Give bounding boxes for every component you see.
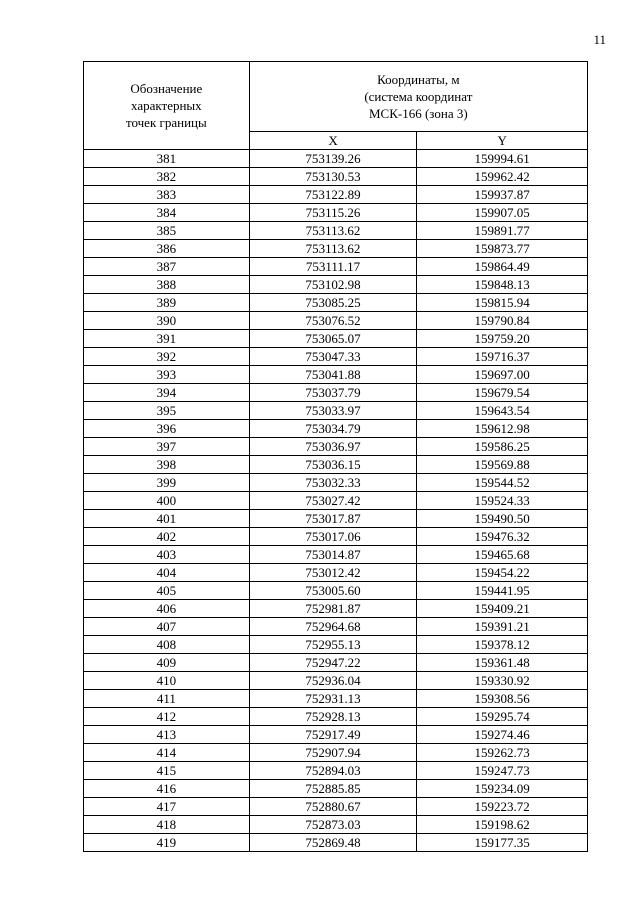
y-coordinate-cell: 159441.95 [417, 582, 588, 600]
table-row [84, 456, 588, 474]
table-row [84, 204, 588, 222]
point-number-cell: 410 [84, 672, 250, 690]
point-number-cell: 396 [84, 420, 250, 438]
x-coordinate-cell: 753036.15 [249, 456, 417, 474]
y-coordinate-cell: 159697.00 [417, 366, 588, 384]
y-coordinate-cell: 159864.49 [417, 258, 588, 276]
point-number-cell: 405 [84, 582, 250, 600]
point-number-cell: 404 [84, 564, 250, 582]
y-coordinate-cell: 159391.21 [417, 618, 588, 636]
table-row [84, 420, 588, 438]
y-coordinate-cell: 159643.54 [417, 402, 588, 420]
x-coordinate-cell: 752936.04 [249, 672, 417, 690]
point-number-cell: 397 [84, 438, 250, 456]
x-coordinate-cell: 753139.26 [249, 150, 417, 168]
point-number-cell: 387 [84, 258, 250, 276]
x-coordinate-cell: 753047.33 [249, 348, 417, 366]
y-coordinate-cell: 159476.32 [417, 528, 588, 546]
y-coordinate-cell: 159198.62 [417, 816, 588, 834]
header-point-line: точек границы [125, 115, 207, 130]
point-number-cell: 393 [84, 366, 250, 384]
table-row [84, 618, 588, 636]
x-coordinate-cell: 752964.68 [249, 618, 417, 636]
table-row [84, 654, 588, 672]
y-coordinate-cell: 159465.68 [417, 546, 588, 564]
x-coordinate-cell: 752947.22 [249, 654, 417, 672]
point-number-cell: 395 [84, 402, 250, 420]
table-row [84, 150, 588, 168]
x-coordinate-cell: 753085.25 [249, 294, 417, 312]
y-coordinate-cell: 159586.25 [417, 438, 588, 456]
y-coordinate-cell: 159994.61 [417, 150, 588, 168]
y-coordinate-cell: 159815.94 [417, 294, 588, 312]
y-coordinate-cell: 159848.13 [417, 276, 588, 294]
point-number-cell: 419 [84, 834, 250, 852]
point-number-cell: 402 [84, 528, 250, 546]
point-number-cell: 415 [84, 762, 250, 780]
point-number-cell: 413 [84, 726, 250, 744]
y-coordinate-cell: 159873.77 [417, 240, 588, 258]
x-coordinate-cell: 752880.67 [249, 798, 417, 816]
y-coordinate-cell: 159223.72 [417, 798, 588, 816]
table-body [84, 150, 588, 852]
header-coordinates [249, 62, 587, 132]
point-number-cell: 394 [84, 384, 250, 402]
x-coordinate-cell: 752907.94 [249, 744, 417, 762]
x-coordinate-cell: 753037.79 [249, 384, 417, 402]
x-coordinate-cell: 753111.17 [249, 258, 417, 276]
point-number-cell: 400 [84, 492, 250, 510]
point-number-cell: 411 [84, 690, 250, 708]
table-row [84, 762, 588, 780]
y-coordinate-cell: 159308.56 [417, 690, 588, 708]
x-coordinate-cell: 753014.87 [249, 546, 417, 564]
header-coords-line: МСК-166 (зона 3) [369, 105, 468, 121]
x-coordinate-cell: 753113.62 [249, 222, 417, 240]
point-number-cell: 381 [84, 150, 250, 168]
table-header [84, 62, 588, 150]
y-coordinate-cell: 159891.77 [417, 222, 588, 240]
table-row [84, 384, 588, 402]
y-coordinate-cell: 159907.05 [417, 204, 588, 222]
x-coordinate-cell: 752917.49 [249, 726, 417, 744]
point-number-cell: 401 [84, 510, 250, 528]
table-row [84, 222, 588, 240]
table-row [84, 834, 588, 852]
table-row [84, 546, 588, 564]
point-number-cell: 382 [84, 168, 250, 186]
x-coordinate-cell: 753115.26 [249, 204, 417, 222]
point-number-cell: 391 [84, 330, 250, 348]
point-number-cell: 390 [84, 312, 250, 330]
point-number-cell: 383 [84, 186, 250, 204]
table-row [84, 672, 588, 690]
x-coordinate-cell: 753122.89 [249, 186, 417, 204]
point-number-cell: 418 [84, 816, 250, 834]
table-row [84, 312, 588, 330]
x-coordinate-cell: 752894.03 [249, 762, 417, 780]
y-coordinate-cell: 159262.73 [417, 744, 588, 762]
table-row [84, 690, 588, 708]
table-row [84, 600, 588, 618]
table-row [84, 726, 588, 744]
table-row [84, 816, 588, 834]
table-row [84, 780, 588, 798]
table-row [84, 348, 588, 366]
point-number-cell: 408 [84, 636, 250, 654]
point-number-cell: 399 [84, 474, 250, 492]
point-number-cell: 388 [84, 276, 250, 294]
table-row [84, 564, 588, 582]
point-number-cell: 409 [84, 654, 250, 672]
header-coords-line: Координаты, м [377, 71, 460, 87]
table-row [84, 330, 588, 348]
x-coordinate-cell: 753130.53 [249, 168, 417, 186]
x-coordinate-cell: 753017.87 [249, 510, 417, 528]
y-coordinate-cell: 159378.12 [417, 636, 588, 654]
table-row [84, 744, 588, 762]
x-coordinate-cell: 753041.88 [249, 366, 417, 384]
table-row [84, 474, 588, 492]
point-number-cell: 398 [84, 456, 250, 474]
x-coordinate-cell: 753027.42 [249, 492, 417, 510]
y-coordinate-cell: 159295.74 [417, 708, 588, 726]
point-number-cell: 392 [84, 348, 250, 366]
table-row [84, 528, 588, 546]
x-coordinate-cell: 752885.85 [249, 780, 417, 798]
header-y: Y [417, 131, 588, 149]
x-coordinate-cell: 753036.97 [249, 438, 417, 456]
point-number-cell: 403 [84, 546, 250, 564]
table-row [84, 438, 588, 456]
point-number-cell: 414 [84, 744, 250, 762]
table-row [84, 510, 588, 528]
y-coordinate-cell: 159247.73 [417, 762, 588, 780]
x-coordinate-cell: 752869.48 [249, 834, 417, 852]
table-row [84, 798, 588, 816]
y-coordinate-cell: 159679.54 [417, 384, 588, 402]
y-coordinate-cell: 159716.37 [417, 348, 588, 366]
table-row [84, 708, 588, 726]
x-coordinate-cell: 753017.06 [249, 528, 417, 546]
y-coordinate-cell: 159361.48 [417, 654, 588, 672]
y-coordinate-cell: 159234.09 [417, 780, 588, 798]
point-number-cell: 416 [84, 780, 250, 798]
x-coordinate-cell: 752873.03 [249, 816, 417, 834]
point-number-cell: 385 [84, 222, 250, 240]
table-row [84, 492, 588, 510]
x-coordinate-cell: 752981.87 [249, 600, 417, 618]
y-coordinate-cell: 159454.22 [417, 564, 588, 582]
y-coordinate-cell: 159330.92 [417, 672, 588, 690]
y-coordinate-cell: 159569.88 [417, 456, 588, 474]
header-point-designation [84, 62, 250, 150]
point-number-cell: 389 [84, 294, 250, 312]
header-coords-line: (система координат [364, 88, 473, 104]
x-coordinate-cell: 753065.07 [249, 330, 417, 348]
y-coordinate-cell: 159177.35 [417, 834, 588, 852]
x-coordinate-cell: 753113.62 [249, 240, 417, 258]
x-coordinate-cell: 752931.13 [249, 690, 417, 708]
coordinates-table [83, 61, 588, 852]
x-coordinate-cell: 753033.97 [249, 402, 417, 420]
x-coordinate-cell: 752955.13 [249, 636, 417, 654]
x-coordinate-cell: 753102.98 [249, 276, 417, 294]
table-row [84, 294, 588, 312]
y-coordinate-cell: 159274.46 [417, 726, 588, 744]
table-row [84, 366, 588, 384]
y-coordinate-cell: 159937.87 [417, 186, 588, 204]
point-number-cell: 406 [84, 600, 250, 618]
page-number: 11 [593, 32, 606, 47]
y-coordinate-cell: 159759.20 [417, 330, 588, 348]
y-coordinate-cell: 159490.50 [417, 510, 588, 528]
table-row [84, 276, 588, 294]
x-coordinate-cell: 753032.33 [249, 474, 417, 492]
point-number-cell: 417 [84, 798, 250, 816]
table-row [84, 258, 588, 276]
header-point-line: характерных [131, 98, 202, 113]
table-row [84, 636, 588, 654]
x-coordinate-cell: 753034.79 [249, 420, 417, 438]
header-point-line: Обозначение [130, 81, 203, 96]
point-number-cell: 384 [84, 204, 250, 222]
y-coordinate-cell: 159790.84 [417, 312, 588, 330]
x-coordinate-cell: 753012.42 [249, 564, 417, 582]
table-row [84, 240, 588, 258]
table-row [84, 186, 588, 204]
y-coordinate-cell: 159544.52 [417, 474, 588, 492]
y-coordinate-cell: 159962.42 [417, 168, 588, 186]
point-number-cell: 386 [84, 240, 250, 258]
point-number-cell: 407 [84, 618, 250, 636]
y-coordinate-cell: 159612.98 [417, 420, 588, 438]
x-coordinate-cell: 753076.52 [249, 312, 417, 330]
y-coordinate-cell: 159524.33 [417, 492, 588, 510]
table-row [84, 168, 588, 186]
table-row [84, 582, 588, 600]
x-coordinate-cell: 753005.60 [249, 582, 417, 600]
point-number-cell: 412 [84, 708, 250, 726]
table-row [84, 402, 588, 420]
header-x: X [249, 131, 417, 149]
y-coordinate-cell: 159409.21 [417, 600, 588, 618]
x-coordinate-cell: 752928.13 [249, 708, 417, 726]
